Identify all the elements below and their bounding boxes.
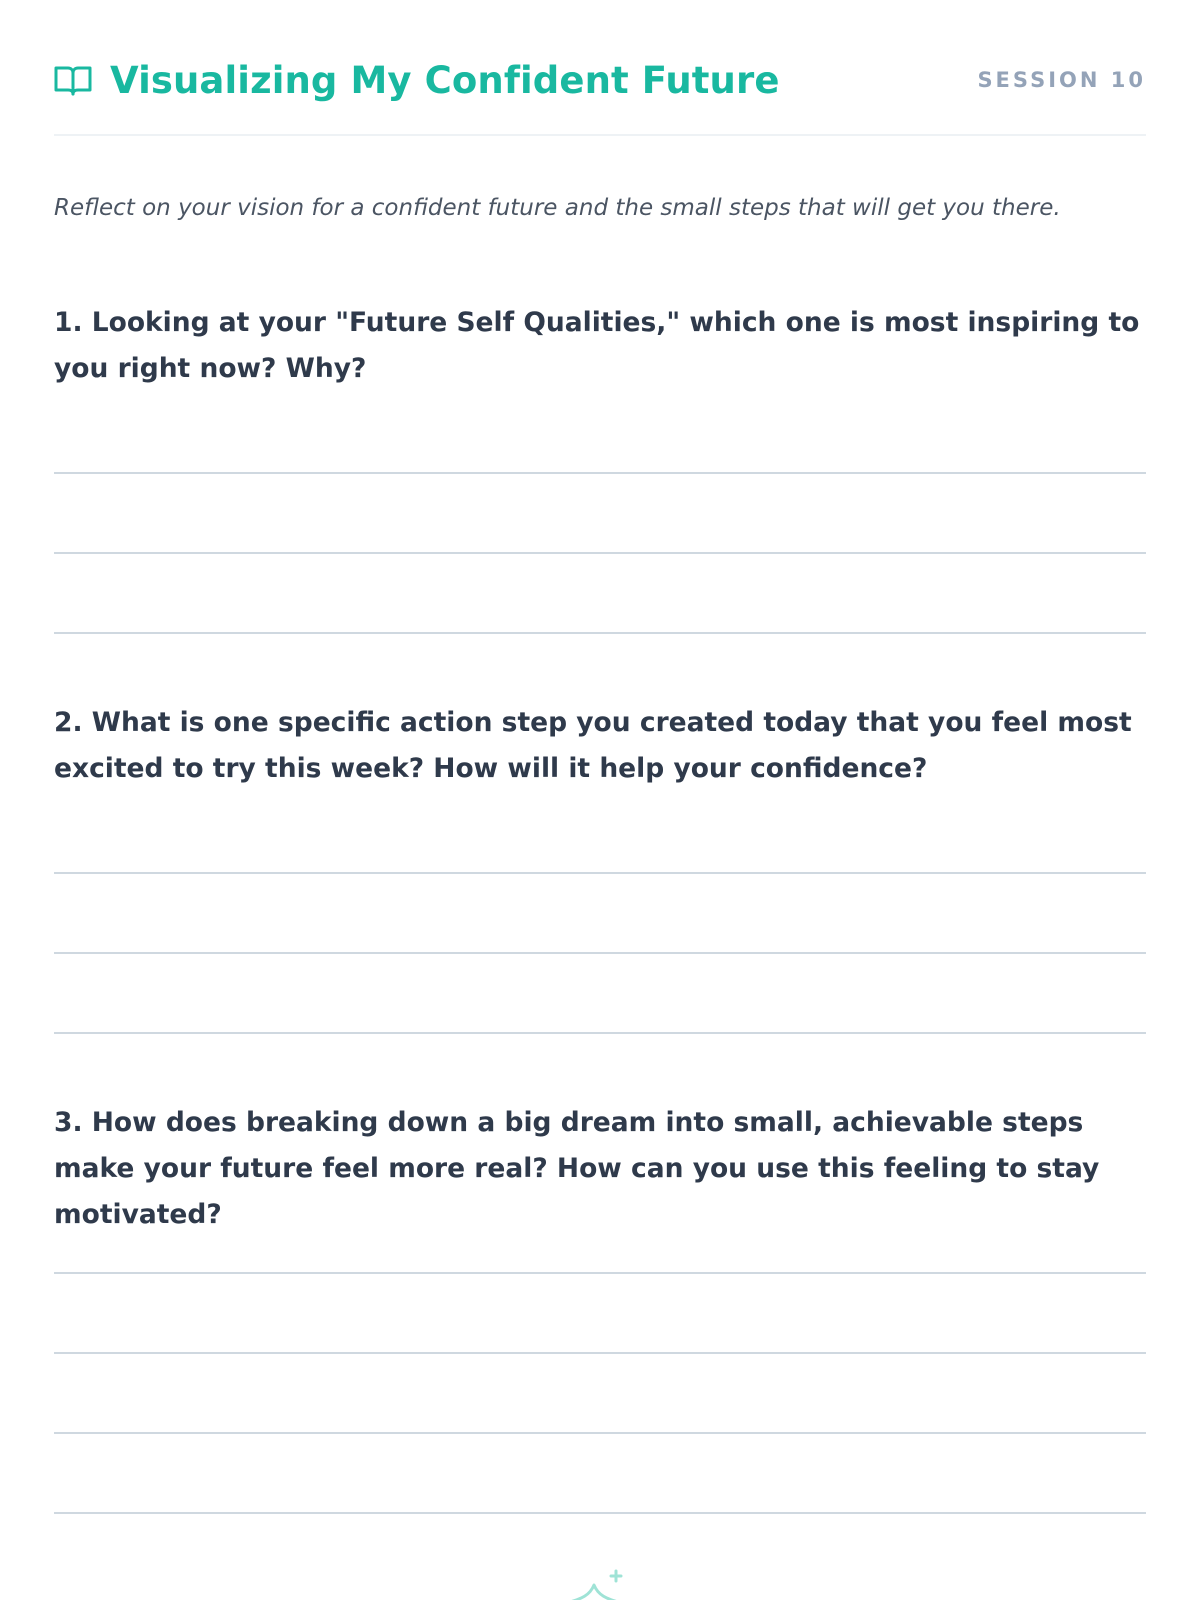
question-prompt: 3. How does breaking down a big dream into small, achievable steps make your future feel more real? How can you use this feeling to stay motivated? (54, 1107, 1100, 1230)
answer-line[interactable] (54, 1352, 1146, 1354)
answer-line[interactable] (54, 1272, 1146, 1274)
answer-line[interactable] (54, 552, 1146, 554)
open-book-icon (54, 61, 92, 99)
question-prompt: 2. What is one specific action step you created today that you feel most excited to try this week? How will it help your confidence? (54, 707, 1132, 784)
question-prompt: 1. Looking at your "Future Self Qualities," which one is most inspiring to you right now? Why? (54, 307, 1140, 384)
sparkle-icon (560, 1565, 640, 1600)
answer-line[interactable] (54, 872, 1146, 874)
page-title: Visualizing My Confident Future (110, 58, 780, 102)
header-divider (54, 134, 1146, 136)
question-block (54, 700, 1146, 792)
session-label: SESSION 10 (977, 68, 1146, 92)
page-header (54, 50, 1146, 110)
question-block (54, 1100, 1146, 1238)
answer-line[interactable] (54, 952, 1146, 954)
answer-line[interactable] (54, 632, 1146, 634)
question-block (54, 300, 1146, 392)
title-group (54, 59, 780, 102)
answer-line[interactable] (54, 472, 1146, 474)
intro-text: Reflect on your vision for a confident future and the small steps that will get you there. (54, 195, 1061, 221)
answer-line[interactable] (54, 1032, 1146, 1034)
answer-line[interactable] (54, 1512, 1146, 1514)
answer-line[interactable] (54, 1432, 1146, 1434)
